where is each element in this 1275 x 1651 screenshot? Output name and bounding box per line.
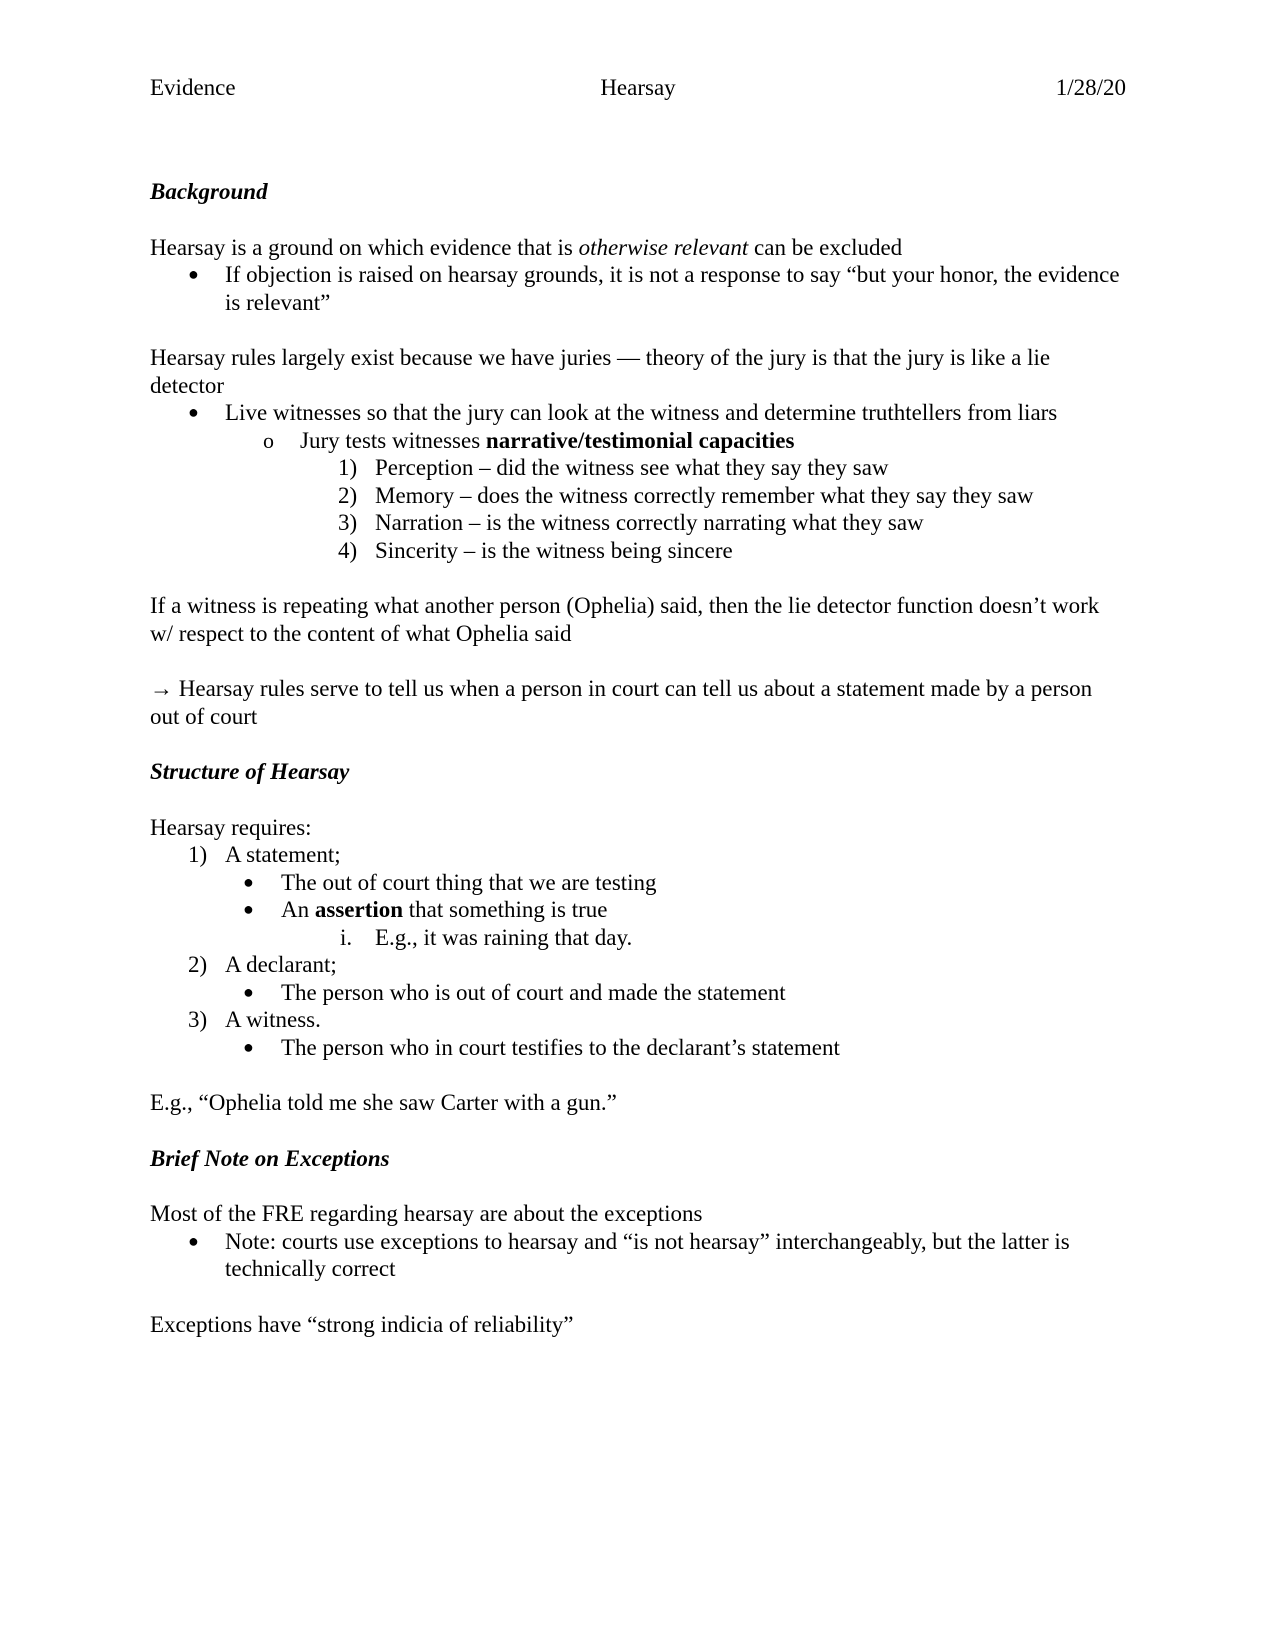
list-item-text: A witness. [225,1007,321,1032]
bullet-marker: ● [243,1036,254,1057]
list-item [150,1034,1126,1062]
roman-item [150,924,1126,952]
text-run: Hearsay is a ground on which evidence that is [150,234,579,260]
numbered-item [150,841,1126,869]
document-body [150,178,1126,1338]
header-date: 1/28/20 [1055,75,1126,100]
section-title-structure: Structure of Hearsay [150,759,350,784]
paragraph [150,234,1126,262]
bullet-marker: ● [188,1230,199,1251]
list-item-text: E.g., it was raining that day. [375,924,633,950]
list-item-text: The person who is out of court and made the statement [281,979,786,1005]
capacities-list [150,454,1126,564]
section-title-background: Background [150,179,268,204]
list-item [150,399,1126,427]
capacity-item [150,537,1126,565]
bullet-marker: ● [188,402,199,422]
capacity-item [150,509,1126,537]
list-item [150,896,1126,924]
bold-term: assertion [314,897,404,922]
list-item-text: Note: courts use exceptions to hearsay and “is not hearsay” interchangeably, but the latter is technically correct [225,1228,1070,1281]
list-item-text: If objection is raised on hearsay grounds, it is not a response to say “but your honor, the evidence is relevant” [225,262,1120,315]
numbered-item [150,1006,1126,1034]
bullet-marker: ● [243,871,254,892]
capacity-item [150,482,1126,510]
circle-marker: o [263,427,274,453]
number-marker: 3) [188,1007,208,1032]
header-course: Evidence [150,75,236,100]
text-run: can be excluded [748,234,903,260]
list-item [150,869,1126,897]
list-item-text: A statement; [225,842,341,867]
page-header [150,74,1126,104]
list-item-text: The person who in court testifies to the declarant’s statement [281,1034,840,1060]
capacity-item [150,454,1126,482]
number-marker: 1) [188,842,208,867]
list-item-text: Narration – is the witness correctly narrating what they saw [375,510,924,535]
sub-list-item [150,427,1126,455]
list-item [150,1228,1126,1283]
paragraph: Hearsay rules largely exist because we have juries — theory of the jury is that the jury is like a lie detector [150,345,1051,398]
list-item-text: Live witnesses so that the jury can look at the witness and determine truthtellers from liars [225,400,1058,425]
numbered-item [150,951,1126,979]
list-item-text: Sincerity – is the witness being sincere [375,537,733,563]
paragraph [150,675,1126,730]
roman-marker: i. [340,924,353,950]
text-run: An [281,897,315,922]
list-item [150,979,1126,1007]
header-topic: Hearsay [600,75,676,100]
arrow-icon: → [150,676,173,701]
list-item-text: The out of court thing that we are testing [281,869,657,895]
paragraph: E.g., “Ophelia told me she saw Carter with a gun.” [150,1090,617,1115]
bold-term: narrative/testimonial capacities [485,427,795,453]
paragraph: Exceptions have “strong indicia of reliability” [150,1311,574,1337]
bullet-marker: ● [243,981,254,1002]
section-title-exceptions: Brief Note on Exceptions [150,1145,390,1171]
emphasis: otherwise relevant [578,234,749,260]
number-marker: 4) [338,537,358,563]
text-run: Hearsay rules serve to tell us when a person in court can tell us about a statement made by a person out of court [150,676,1093,729]
number-marker: 1) [338,455,358,480]
number-marker: 3) [338,510,358,535]
list-item-text: Perception – did the witness see what they say they saw [375,455,889,480]
list-item [150,261,1126,316]
number-marker: 2) [188,952,208,977]
number-marker: 2) [338,482,358,508]
paragraph: Most of the FRE regarding hearsay are about the exceptions [150,1201,703,1226]
paragraph: Hearsay requires: [150,814,312,840]
bullet-marker: ● [243,899,254,919]
paragraph: If a witness is repeating what another person (Ophelia) said, then the lie detector function doesn’t work w/ respect to the content of what Ophelia said [150,593,1100,646]
bullet-marker: ● [188,264,199,284]
list-item-text: Memory – does the witness correctly remember what they say they saw [375,482,1034,508]
list-item-text: A declarant; [225,952,337,977]
text-run: that something is true [403,897,608,922]
text-run: Jury tests witnesses [300,427,486,453]
